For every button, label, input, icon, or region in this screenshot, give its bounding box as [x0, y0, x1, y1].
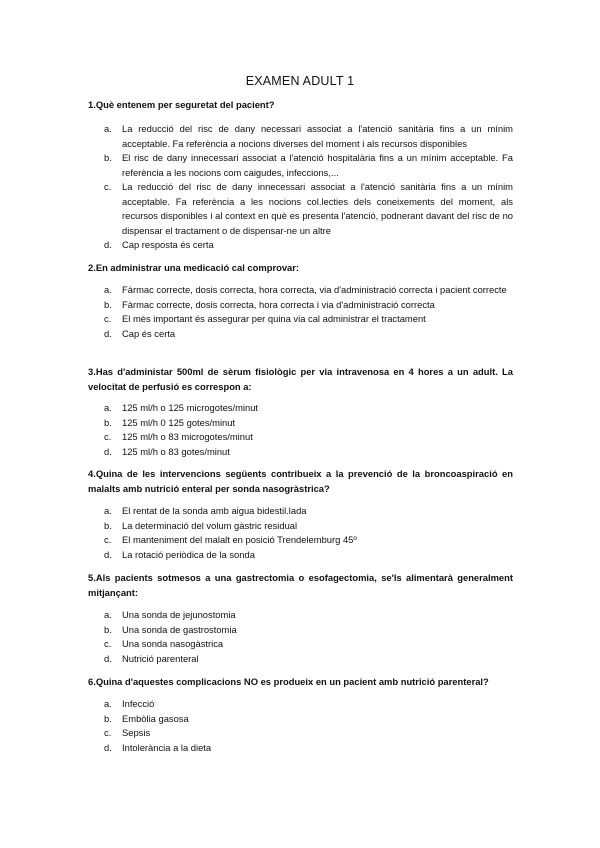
- option-1c: [88, 180, 513, 238]
- option-4b: [88, 519, 513, 534]
- option-letter: b.: [104, 712, 112, 724]
- option-text: Sepsis: [122, 727, 151, 738]
- question-6: 6.Quina d'aquestes complicacions NO es produeix en un pacient amb nutrició parenteral?: [88, 676, 489, 687]
- option-letter: b.: [104, 416, 112, 428]
- question-2: 2.En administrar una medicació cal comprovar:: [88, 262, 300, 273]
- option-letter: a.: [104, 123, 112, 134]
- option-text: El rentat de la sonda amb aigua bidestil.lada: [122, 505, 307, 516]
- option-text: El risc de dany innecessari associat a l'atenció hospitalària fins a un mínim acceptable. Fa referència a les nocions com caigudes, infeccions,...: [122, 152, 513, 178]
- option-letter: c.: [104, 534, 112, 545]
- option-1d: [88, 238, 513, 253]
- option-text: Una sonda nasogàstrica: [122, 638, 224, 649]
- question-1-options: [88, 122, 513, 253]
- option-6b: [88, 712, 513, 727]
- option-letter: a.: [104, 402, 112, 413]
- question-1: 1.Què entenem per seguretat del pacient?: [88, 99, 275, 110]
- option-text: 125 ml/h 0 125 gotes/minut: [122, 416, 236, 428]
- option-letter: b.: [104, 298, 112, 310]
- option-letter: b.: [104, 152, 112, 163]
- option-letter: a.: [104, 609, 112, 620]
- option-3c: [88, 430, 513, 445]
- question-6-options: [88, 697, 513, 755]
- option-text: Una sonda de gastrostomia: [122, 623, 237, 635]
- option-letter: c.: [104, 727, 112, 738]
- question-3: 3.Has d'administar 500ml de sèrum fisiològic per via intravenosa en 4 hores a un adult. La velocitat de perfusió es correspon a:: [88, 366, 513, 392]
- option-text: Fàrmac correcte, dosis correcta, hora correcta, via d'administració correcta i pacient correcte: [122, 284, 507, 295]
- option-text: El més important és assegurar per quina via cal administrar el tractament: [122, 313, 426, 324]
- option-text: Infecció: [122, 698, 155, 709]
- option-4c: [88, 533, 513, 548]
- option-5c: [88, 637, 513, 652]
- exam-title: EXAMEN ADULT 1: [245, 74, 355, 88]
- question-3-options: [88, 401, 513, 459]
- option-5d: [88, 652, 513, 667]
- option-letter: b.: [104, 623, 112, 635]
- option-2a: [88, 283, 513, 298]
- option-text: Una sonda de jejunostomia: [122, 609, 236, 620]
- option-letter: d.: [104, 548, 112, 560]
- option-letter: c.: [104, 313, 112, 324]
- option-text: El manteniment del malalt en posició Trendelemburg 45º: [122, 534, 357, 545]
- option-text: 125 ml/h o 83 gotes/minut: [122, 445, 230, 457]
- option-text: Intolerància a la dieta: [122, 741, 212, 753]
- option-letter: d.: [104, 445, 112, 457]
- option-2d: [88, 327, 513, 342]
- option-letter: a.: [104, 505, 112, 516]
- option-letter: d.: [104, 741, 112, 753]
- option-6d: [88, 741, 513, 756]
- option-text: Nutrició parenteral: [122, 652, 199, 664]
- option-letter: d.: [104, 327, 112, 339]
- option-letter: a.: [104, 284, 112, 295]
- option-1b: [88, 151, 513, 180]
- option-text: La rotació periòdica de la sonda: [122, 548, 255, 560]
- option-1a: [88, 122, 513, 151]
- option-text: Fàrmac correcte, dosis correcta, hora correcta i via d'administració correcta: [122, 298, 435, 310]
- option-letter: d.: [104, 239, 112, 250]
- option-5b: [88, 623, 513, 638]
- option-letter: d.: [104, 652, 112, 664]
- option-3a: [88, 401, 513, 416]
- option-4d: [88, 548, 513, 563]
- question-4-options: [88, 504, 513, 562]
- option-2c: [88, 312, 513, 327]
- option-4a: [88, 504, 513, 519]
- option-5a: [88, 608, 513, 623]
- option-text: Cap és certa: [122, 327, 176, 339]
- option-6a: [88, 697, 513, 712]
- option-text: La reducció del risc de dany innecessari associat a l'atenció sanitària fins a un mínim acceptable. Fa referència a les nocions col.lecties dels coneixements del moment, als recursos disponibles i al context en què es presenta l'atenció, podnerant davant del risc de no dispensar el tractament o de dispensar-ne un altre: [122, 181, 513, 236]
- option-letter: c.: [104, 431, 112, 442]
- option-6c: [88, 726, 513, 741]
- option-text: 125 ml/h o 83 microgotes/minut: [122, 431, 253, 442]
- option-3b: [88, 416, 513, 431]
- option-text: 125 ml/h o 125 microgotes/minut: [122, 402, 259, 413]
- question-4: 4.Quina de les intervencions següents contribueix a la prevenció de la broncoaspiració en malalts amb nutrició enteral per sonda nasogràstrica?: [88, 468, 513, 494]
- option-letter: a.: [104, 698, 112, 709]
- question-2-options: [88, 283, 513, 341]
- option-text: La determinació del volum gàstric residual: [122, 519, 298, 531]
- option-2b: [88, 298, 513, 313]
- option-letter: c.: [104, 181, 112, 192]
- question-5: 5.Als pacients sotmesos a una gastrectomia o esofagectomia, se'ls alimentarà generalment mitjançant:: [88, 572, 513, 598]
- option-text: Embòlia gasosa: [122, 712, 189, 724]
- option-text: La reducció del risc de dany necessari associat a l'atenció sanitària fins a un mínim acceptable. Fa referència a nocions diverses del moment i als recursos disponibles: [122, 123, 513, 149]
- option-text: Cap resposta és certa: [122, 239, 214, 250]
- option-3d: [88, 445, 513, 460]
- option-letter: c.: [104, 638, 112, 649]
- question-5-options: [88, 608, 513, 666]
- option-letter: b.: [104, 519, 112, 531]
